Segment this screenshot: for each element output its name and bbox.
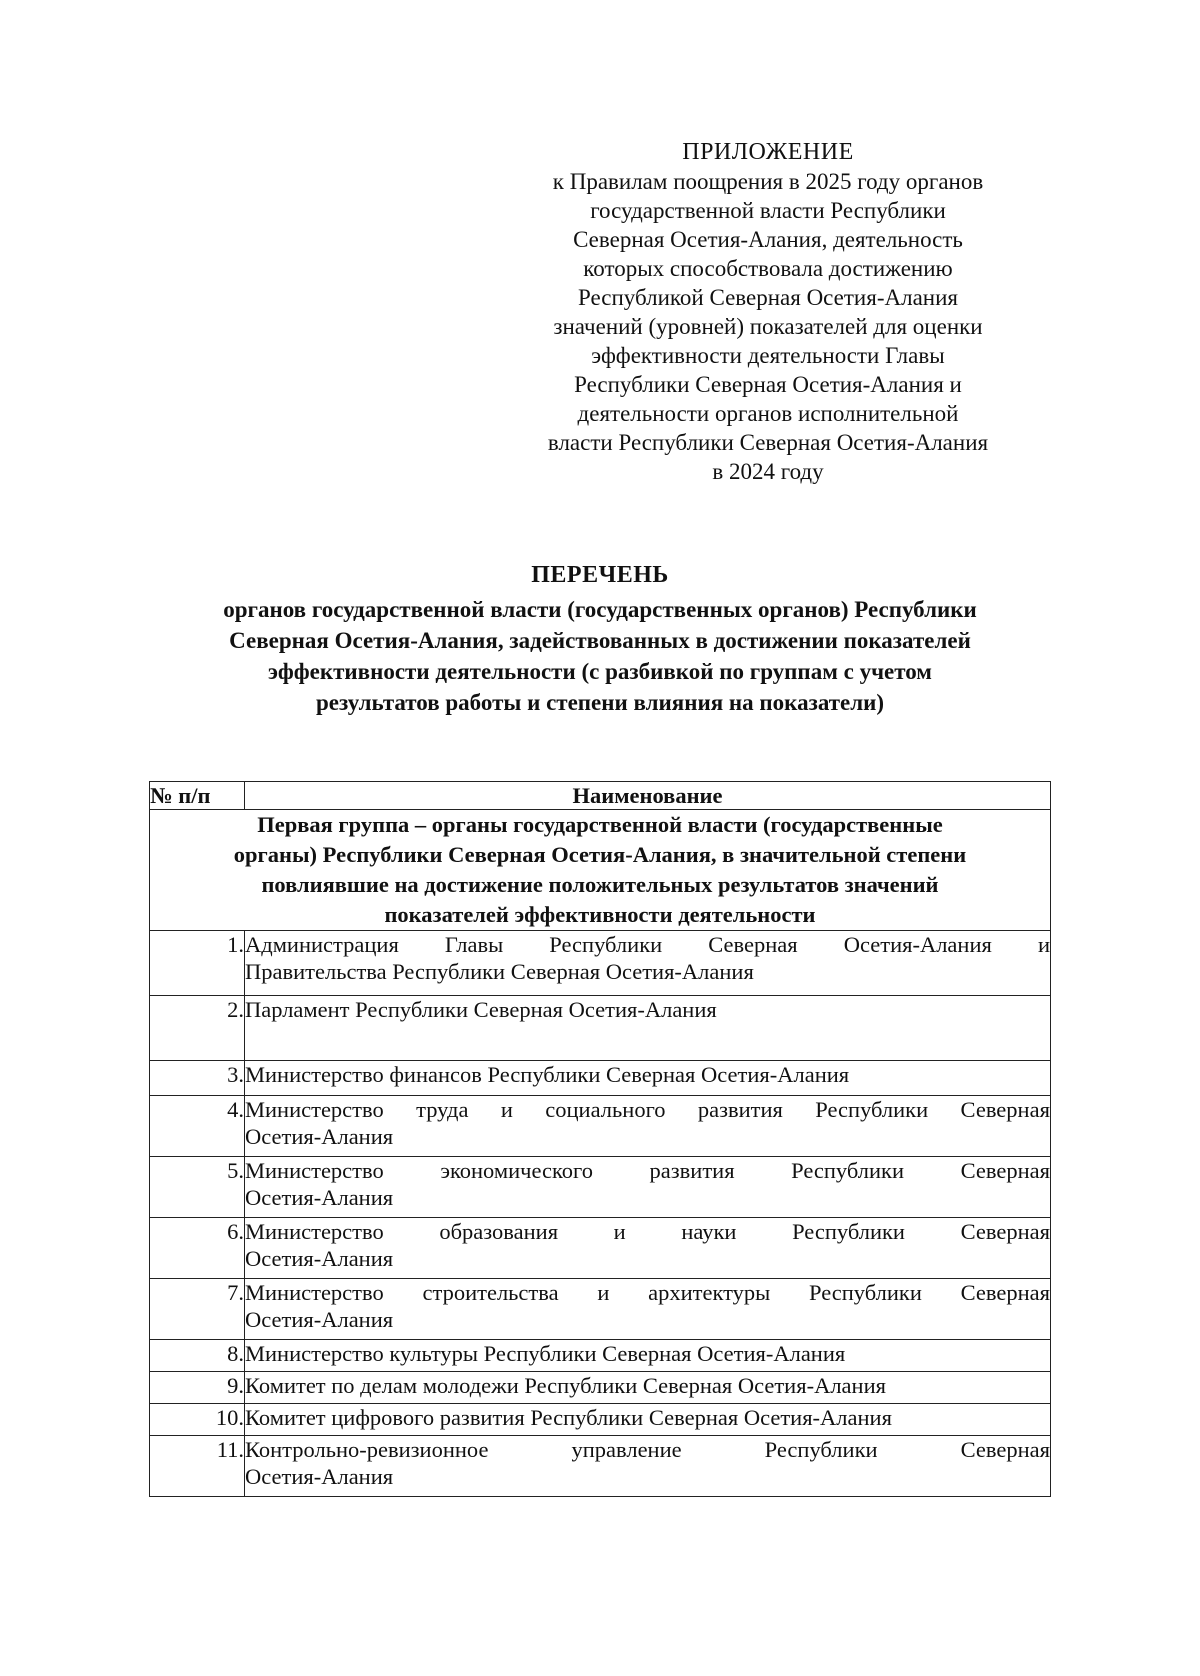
group-title-line: повлиявшие на достижение положительных результатов значений bbox=[261, 872, 939, 897]
row-name-line: Министерство культуры Республики Северная Осетия-Алания bbox=[245, 1341, 846, 1366]
row-name-line: Осетия-Алания bbox=[245, 1246, 394, 1271]
appendix-line: власти Республики Северная Осетия-Алания bbox=[547, 430, 989, 455]
appendix-line: Республикой Северная Осетия-Алания bbox=[578, 285, 958, 310]
row-name-line: Контрольно-ревизионное управление Республики Северная bbox=[245, 1437, 1050, 1462]
table-header-row bbox=[150, 782, 1051, 810]
row-name-line: Администрация Главы Республики Северная Осетия-Алания и bbox=[245, 932, 1050, 957]
appendix-line: в 2024 году bbox=[712, 459, 824, 484]
list-title-heading: ПЕРЕЧЕНЬ bbox=[531, 562, 669, 588]
appendix-line: Республики Северная Осетия-Алания и bbox=[574, 372, 962, 397]
row-name bbox=[245, 1279, 1051, 1340]
row-name bbox=[245, 931, 1051, 996]
appendix-line: к Правилам поощрения в 2025 году органов bbox=[552, 169, 984, 194]
row-name-line: Комитет по делам молодежи Республики Северная Осетия-Алания bbox=[245, 1373, 886, 1398]
row-num: 11. bbox=[150, 1436, 245, 1497]
appendix-line: эффективности деятельности Главы bbox=[591, 343, 945, 368]
row-name-line: Правительства Республики Северная Осетия-Алания bbox=[245, 959, 754, 984]
appendix-heading: ПРИЛОЖЕНИЕ bbox=[682, 139, 854, 165]
row-name-line: Парламент Республики Северная Осетия-Алания bbox=[245, 997, 717, 1022]
group-title bbox=[150, 810, 1051, 931]
row-name bbox=[245, 1340, 1051, 1372]
table-row bbox=[150, 1061, 1051, 1096]
table-row bbox=[150, 1218, 1051, 1279]
appendix-line: которых способствовала достижению bbox=[583, 256, 953, 281]
row-name-line: Осетия-Алания bbox=[245, 1124, 394, 1149]
row-name bbox=[245, 1372, 1051, 1404]
table-row bbox=[150, 1157, 1051, 1218]
table-row bbox=[150, 1372, 1051, 1404]
header-name: Наименование bbox=[245, 782, 1051, 810]
group-title-line: Первая группа – органы государственной власти (государственные bbox=[257, 812, 943, 837]
table-row bbox=[150, 1340, 1051, 1372]
row-name-line: Осетия-Алания bbox=[245, 1464, 394, 1489]
list-title-line: органов государственной власти (государственных органов) Республики bbox=[223, 597, 977, 622]
row-name-line: Министерство строительства и архитектуры Республики Северная bbox=[245, 1280, 1050, 1305]
row-name bbox=[245, 1096, 1051, 1157]
row-name bbox=[245, 1436, 1051, 1497]
row-num: 6. bbox=[150, 1218, 245, 1279]
group-title-line: показателей эффективности деятельности bbox=[384, 902, 816, 927]
row-name-line: Осетия-Алания bbox=[245, 1307, 394, 1332]
row-num: 10. bbox=[150, 1404, 245, 1436]
row-name-line: Министерство финансов Республики Северная Осетия-Алания bbox=[245, 1062, 850, 1087]
row-num: 8. bbox=[150, 1340, 245, 1372]
row-name bbox=[245, 1218, 1051, 1279]
appendix-block bbox=[518, 138, 1018, 486]
group-row bbox=[150, 810, 1051, 931]
row-name bbox=[245, 1157, 1051, 1218]
list-title-block bbox=[110, 560, 1090, 718]
table-row bbox=[150, 931, 1051, 996]
row-num: 2. bbox=[150, 996, 245, 1061]
organizations-table bbox=[149, 781, 1051, 1497]
list-title-line: эффективности деятельности (с разбивкой по группам с учетом bbox=[268, 659, 932, 684]
row-num: 4. bbox=[150, 1096, 245, 1157]
table-row bbox=[150, 1096, 1051, 1157]
row-name-line: Министерство экономического развития Республики Северная bbox=[245, 1158, 1050, 1183]
row-num: 1. bbox=[150, 931, 245, 996]
row-name-line: Комитет цифрового развития Республики Северная Осетия-Алания bbox=[245, 1405, 892, 1430]
table-row bbox=[150, 996, 1051, 1061]
row-num: 3. bbox=[150, 1061, 245, 1096]
appendix-line: деятельности органов исполнительной bbox=[577, 401, 959, 426]
table-row bbox=[150, 1404, 1051, 1436]
group-title-line: органы) Республики Северная Осетия-Алания, в значительной степени bbox=[233, 842, 967, 867]
table-row bbox=[150, 1279, 1051, 1340]
table-row bbox=[150, 1436, 1051, 1497]
row-name bbox=[245, 1061, 1051, 1096]
list-title-line: результатов работы и степени влияния на показатели) bbox=[315, 690, 885, 715]
row-num: 7. bbox=[150, 1279, 245, 1340]
row-num: 5. bbox=[150, 1157, 245, 1218]
appendix-line: Северная Осетия-Алания, деятельность bbox=[573, 227, 963, 252]
row-num: 9. bbox=[150, 1372, 245, 1404]
list-title-line: Северная Осетия-Алания, задействованных в достижении показателей bbox=[229, 628, 971, 653]
row-name bbox=[245, 1404, 1051, 1436]
row-name-line: Министерство труда и социального развития Республики Северная bbox=[245, 1097, 1050, 1122]
row-name-line: Министерство образования и науки Республики Северная bbox=[245, 1219, 1050, 1244]
header-num: № п/п bbox=[150, 782, 245, 810]
row-name-line: Осетия-Алания bbox=[245, 1185, 394, 1210]
appendix-line: значений (уровней) показателей для оценки bbox=[553, 314, 983, 339]
row-name bbox=[245, 996, 1051, 1061]
appendix-line: государственной власти Республики bbox=[590, 198, 946, 223]
